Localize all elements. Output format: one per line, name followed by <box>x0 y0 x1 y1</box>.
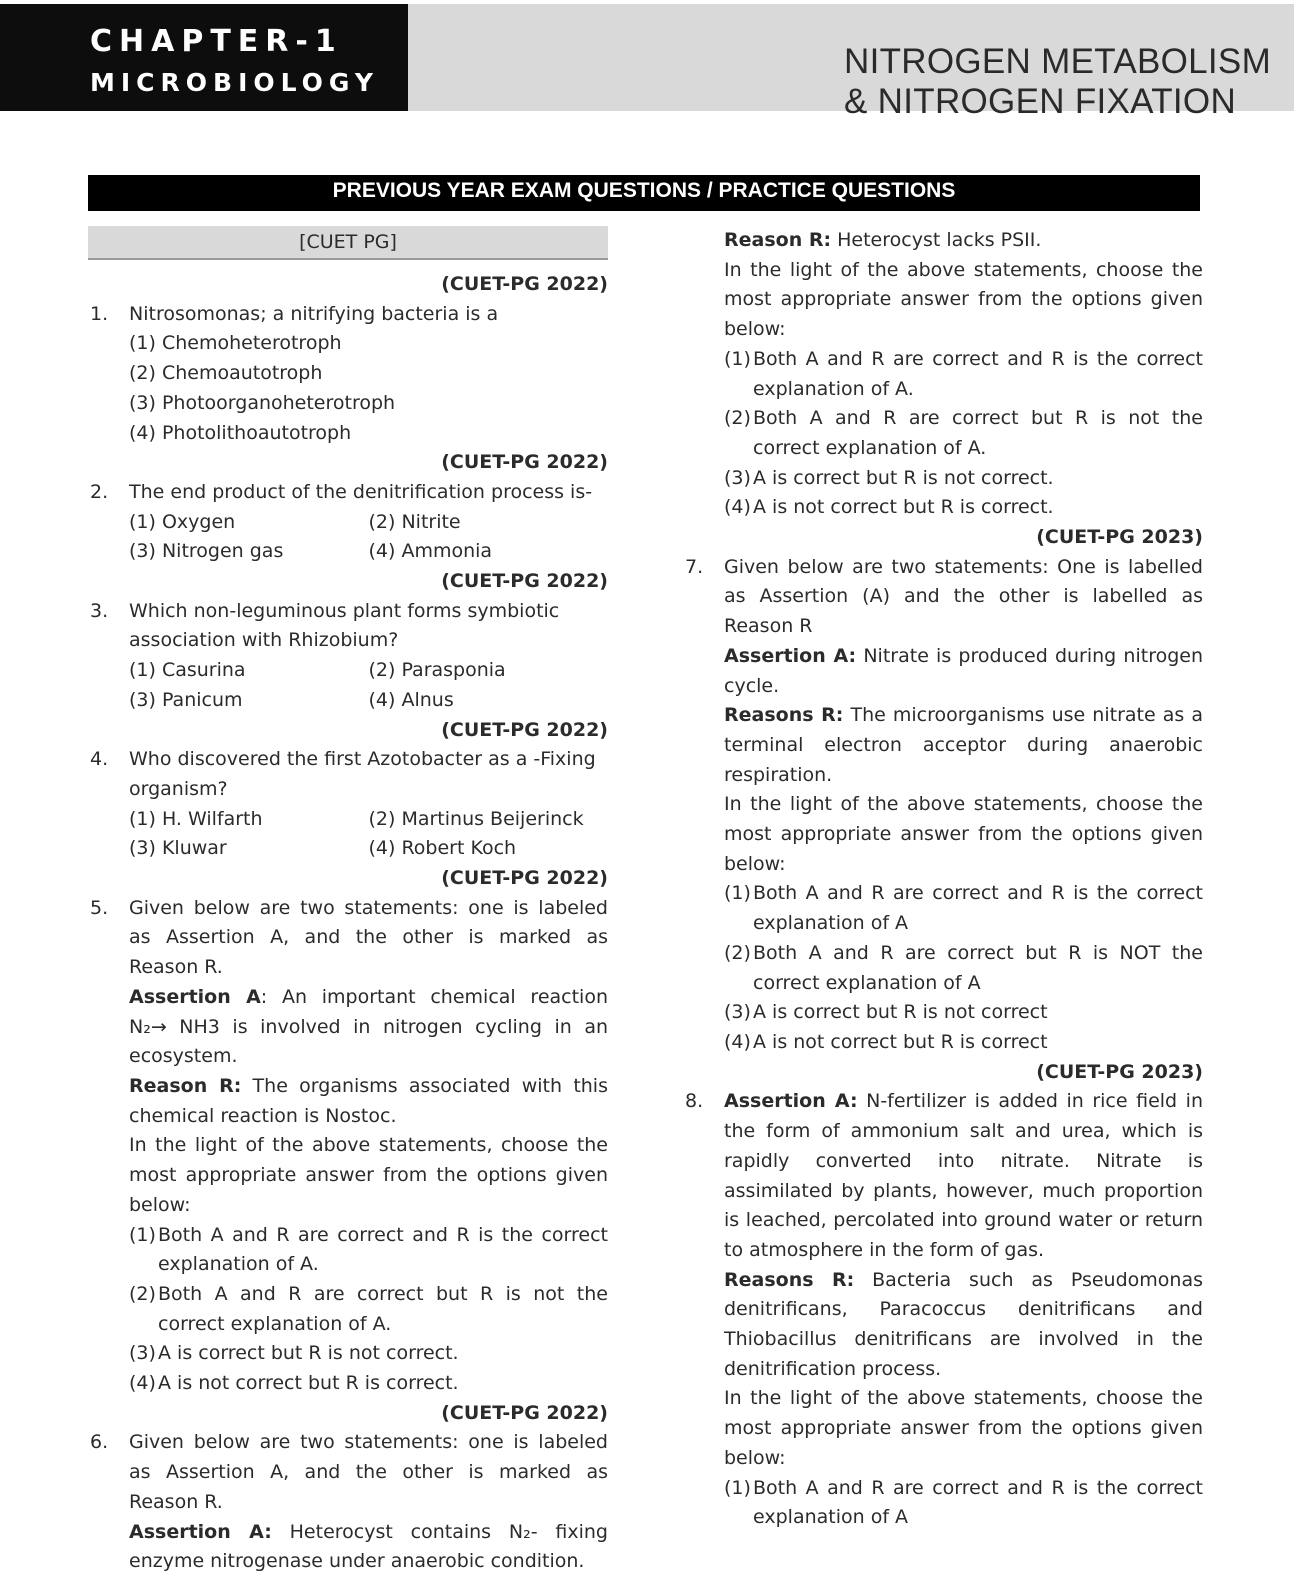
option-text: A is not correct but R is correct. <box>158 1372 459 1395</box>
option-number: (4) <box>724 496 751 519</box>
question-text: The end product of the denitrification process is- <box>129 480 593 503</box>
option-number: (3) <box>724 1001 751 1024</box>
question-tag: (CUET-PG 2023) <box>1036 1060 1203 1083</box>
option: (4) Robert Koch <box>368 837 517 860</box>
option-number: (1) <box>724 347 751 370</box>
option <box>129 1221 608 1280</box>
question-number: 5. <box>90 896 109 919</box>
title-banner <box>408 4 1294 121</box>
question-text: organism? <box>129 777 228 800</box>
left-column <box>88 226 608 1577</box>
option: (2) Nitrite <box>368 510 461 533</box>
option-text: Both A and R are correct and R is the correct explanation of A. <box>158 1223 608 1276</box>
question-tag: (CUET-PG 2023) <box>1036 526 1203 549</box>
option-text: A is not correct but R is correct. <box>753 496 1054 519</box>
right-column <box>683 226 1203 1533</box>
option <box>724 464 1203 494</box>
question-text: Who discovered the first Azotobacter as a -Fixing <box>129 748 596 771</box>
question-3 <box>88 597 608 716</box>
option: (1) Casurina <box>129 659 246 682</box>
reason-text: The microorganisms use nitrate as a terminal electron acceptor during anaerobic respiration. <box>724 704 1203 786</box>
question-1 <box>88 300 608 449</box>
option-text: Both A and R are correct but R is not the correct explanation of A. <box>753 407 1203 459</box>
option-number: (3) <box>129 1342 156 1365</box>
option: (4) Alnus <box>368 688 454 711</box>
question-text: Given below are two statements: one is labeled as Assertion A, and the other is marked as Reason R. <box>129 1431 608 1513</box>
assertion-text: Heterocyst contains N₂- fixing enzyme nitrogenase under anaerobic condition. <box>129 1520 608 1573</box>
option <box>724 939 1203 998</box>
reason <box>724 701 1203 790</box>
option-text: Both A and R are correct and R is the correct explanation of A <box>753 1476 1203 1529</box>
chapter-label: CHAPTER-1 <box>90 24 343 59</box>
option-text: A is correct but R is not correct. <box>158 1342 459 1365</box>
question-prompt: In the light of the above statements, choose the most appropriate answer from the options given below: <box>724 258 1203 341</box>
option-text: Both A and R are correct and R is the correct explanation of A <box>753 882 1203 935</box>
option: (2) Martinus Beijerinck <box>368 807 584 830</box>
option <box>724 404 1203 463</box>
assertion <box>724 1087 1203 1265</box>
option-number: (1) <box>724 882 751 905</box>
option <box>129 1339 608 1369</box>
assertion-label: Assertion A: <box>724 1090 858 1113</box>
question-tag: (CUET-PG 2022) <box>441 570 608 593</box>
question-prompt: In the light of the above statements, choose the most appropriate answer from the options given below: <box>724 1387 1203 1469</box>
assertion <box>129 1518 608 1577</box>
reason-text: The organisms associated with this chemical reaction is Nostoc. <box>129 1074 608 1127</box>
question-number: 3. <box>90 599 109 622</box>
question-8 <box>683 1087 1203 1533</box>
assertion-text: : An important chemical reaction N₂→ NH3 is involved in nitrogen cycling in an ecosystem. <box>129 985 609 1068</box>
reason-label: Reason R: <box>129 1074 242 1097</box>
question-5 <box>88 894 608 1399</box>
option: (3) Kluwar <box>129 837 227 860</box>
option: (4) Photolithoautotroph <box>129 421 352 444</box>
question-tag: (CUET-PG 2022) <box>441 1401 608 1424</box>
option-text: A is not correct but R is correct <box>753 1030 1048 1053</box>
option <box>724 493 1203 523</box>
question-number: 7. <box>685 555 704 578</box>
option-number: (2) <box>724 407 751 430</box>
option-number: (4) <box>724 1030 751 1053</box>
option-number: (2) <box>129 1282 156 1305</box>
option <box>724 345 1203 404</box>
question-text: Which non-leguminous plant forms symbiotic <box>129 599 560 622</box>
option: (2) Parasponia <box>368 659 506 682</box>
question-text: Given below are two statements: One is labelled as Assertion (A) and the other is labelled as Reason R <box>724 555 1203 638</box>
reason-text: Heterocyst lacks PSII. <box>831 229 1042 251</box>
reason-label: Reason R: <box>724 229 832 251</box>
option-number: (2) <box>724 941 751 964</box>
option-text: A is correct but R is not correct. <box>753 466 1054 489</box>
question-2 <box>88 478 608 567</box>
subject-label: MICROBIOLOGY <box>90 68 380 97</box>
reason <box>724 1266 1203 1385</box>
option-text: Both A and R are correct but R is NOT the correct explanation of A <box>753 941 1203 994</box>
option: (1) H. Wilfarth <box>129 807 263 830</box>
option <box>129 1369 608 1399</box>
question-tag: (CUET-PG 2022) <box>441 451 608 474</box>
question-tag: (CUET-PG 2022) <box>441 273 608 295</box>
question-number: 6. <box>90 1431 109 1454</box>
assertion-label: Assertion A: <box>129 1520 272 1543</box>
assertion <box>724 642 1203 701</box>
option-number: (4) <box>129 1372 156 1395</box>
section-title: PREVIOUS YEAR EXAM QUESTIONS / PRACTICE QUESTIONS <box>88 175 1200 211</box>
option <box>129 1280 608 1339</box>
question-tag: (CUET-PG 2022) <box>441 718 608 741</box>
question-number: 1. <box>90 302 109 325</box>
option: (3) Panicum <box>129 688 243 711</box>
reason <box>129 1072 608 1131</box>
question-number: 4. <box>90 748 109 771</box>
chapter-title: NITROGEN METABOLISM & NITROGEN FIXATION <box>844 42 1272 121</box>
option: (3) Nitrogen gas <box>129 540 284 563</box>
option <box>724 1474 1203 1533</box>
chapter-banner <box>0 4 408 111</box>
question-7 <box>683 553 1203 1058</box>
assertion-text: N-fertilizer is added in rice field in the form of ammonium salt and urea, which is rapidly converted into nitrate. Nitrate is assimilated by plants, however, much proportion is leached, percolated into ground water or return to atmosphere in the form of gas. <box>724 1090 1203 1261</box>
question-prompt: In the light of the above statements, choose the most appropriate answer from the options given below: <box>724 793 1203 875</box>
question-prompt: In the light of the above statements, choose the most appropriate answer from the options given below: <box>129 1134 608 1216</box>
reason <box>683 226 1203 256</box>
reason-label: Reasons R: <box>724 1268 855 1291</box>
question-text: association with Rhizobium? <box>129 629 399 652</box>
option <box>724 879 1203 938</box>
option: (2) Chemoautotroph <box>129 362 323 385</box>
assertion-text: Nitrate is produced during nitrogen cycle. <box>724 644 1204 697</box>
exam-label: [CUET PG] <box>88 226 608 260</box>
option: (3) Photoorganoheterotroph <box>129 391 396 414</box>
question-number: 2. <box>90 480 109 503</box>
option-number: (1) <box>724 1476 751 1499</box>
option <box>724 998 1203 1028</box>
option-number: (1) <box>129 1223 156 1246</box>
assertion-label: Assertion A: <box>724 644 857 667</box>
question-tag: (CUET-PG 2022) <box>441 867 608 890</box>
assertion <box>129 983 608 1072</box>
question-4 <box>88 745 608 864</box>
option-text: Both A and R are correct and R is the correct explanation of A. <box>753 347 1203 400</box>
option-number: (3) <box>724 466 751 489</box>
question-number: 8. <box>685 1090 704 1113</box>
assertion-label: Assertion A <box>129 985 261 1008</box>
option: (1) Chemoheterotroph <box>129 332 342 355</box>
reason-text: Bacteria such as Pseudomonas denitrificans, Paracoccus denitrificans and Thiobacillus denitrificans are involved in the denitrification process. <box>724 1268 1203 1380</box>
option-text: Both A and R are correct but R is not the correct explanation of A. <box>158 1282 608 1335</box>
question-6 <box>88 1428 608 1577</box>
question-text: Given below are two statements: one is labeled as Assertion A, and the other is marked as Reason R. <box>129 896 608 979</box>
option: (4) Ammonia <box>368 540 493 563</box>
option-text: A is correct but R is not correct <box>753 1001 1048 1024</box>
reason-label: Reasons R: <box>724 704 844 727</box>
option <box>724 1028 1203 1058</box>
question-text: Nitrosomonas; a nitrifying bacteria is a <box>129 302 499 325</box>
option: (1) Oxygen <box>129 510 236 533</box>
